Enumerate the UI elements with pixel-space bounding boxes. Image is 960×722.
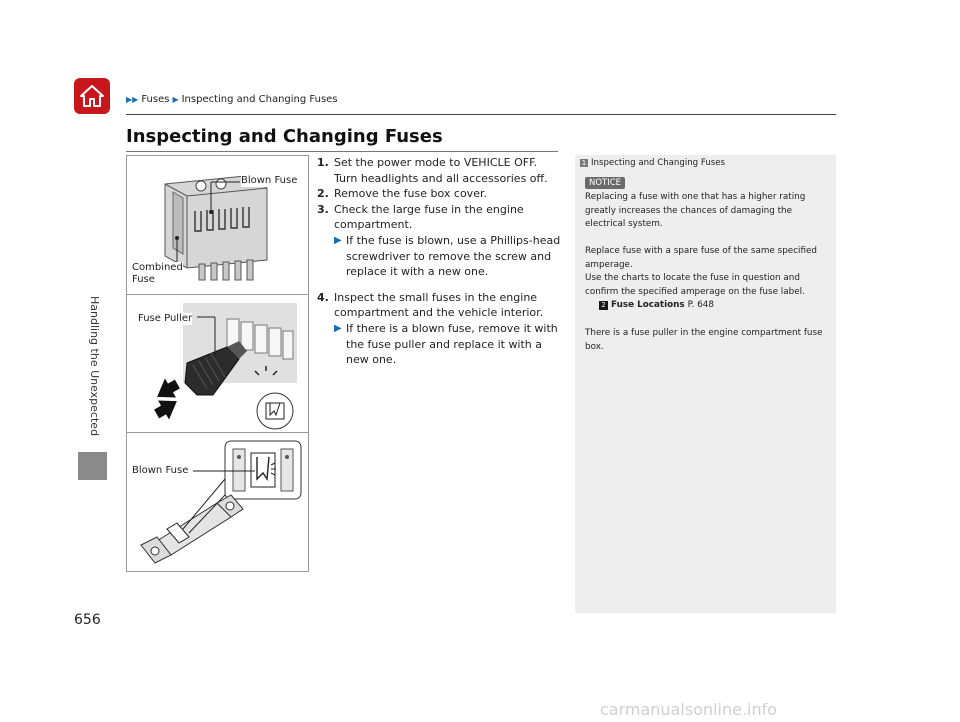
substep-text: If the fuse is blown, use a Phillips-head screwdriver to remove the screw and replace it with a new one. (346, 233, 561, 279)
step-number: 4. (317, 290, 329, 304)
xref-fuse-locations[interactable] (585, 299, 847, 313)
breadcrumb-item-current: Inspecting and Changing Fuses (181, 94, 338, 105)
title-rule (126, 151, 558, 152)
xref-arrow-icon: 2 (599, 301, 608, 310)
page-number: 656 (74, 612, 101, 628)
watermark: carmanualsonline.info (600, 700, 778, 719)
substep-arrow-icon: ▶ (334, 234, 342, 246)
side-tab-label[interactable]: Handling the Unexpected (88, 296, 101, 437)
notes-paragraph-1: Replacing a fuse with one that has a higher rating greatly increases the chances of damaging the electrical system. (585, 192, 806, 230)
step-1 (317, 155, 563, 186)
breadcrumb-arrow-icon: ▶ (172, 95, 179, 104)
substep-arrow-icon: ▶ (334, 322, 342, 334)
step-3 (317, 202, 563, 233)
page-title: Inspecting and Changing Fuses (126, 126, 443, 147)
figure-fuse-box (126, 155, 309, 294)
step-4-substep (317, 321, 563, 368)
notes-header-text: Inspecting and Changing Fuses (591, 158, 726, 168)
reference-book-icon: 1 (581, 159, 587, 167)
breadcrumb-item-fuses[interactable]: Fuses (141, 94, 170, 105)
header-rule (126, 114, 836, 115)
label-blown-fuse-large: Blown Fuse (132, 465, 189, 476)
label-combined: Combined (132, 262, 183, 273)
label-fuse-puller: Fuse Puller (138, 313, 193, 324)
step-text: Remove the fuse box cover. (334, 187, 487, 201)
home-button[interactable] (74, 78, 110, 114)
label-blown-fuse: Blown Fuse (241, 175, 298, 186)
step-2 (317, 186, 563, 202)
xref-label[interactable]: Fuse Locations (611, 300, 685, 310)
instruction-steps (317, 155, 563, 368)
notes-panel (575, 155, 836, 613)
xref-page[interactable]: P. 648 (687, 300, 714, 310)
figure-large-fuse (126, 432, 309, 572)
notes-paragraph-4: There is a fuse puller in the engine compartment fuse box. (585, 328, 823, 352)
step-4 (317, 290, 563, 321)
breadcrumb (126, 94, 338, 105)
notice-badge: NOTICE (585, 177, 625, 189)
notes-paragraph-3: Use the charts to locate the fuse in question and confirm the specified amperage on the fuse label. (585, 273, 805, 297)
substep-text: If there is a blown fuse, remove it with the fuse puller and replace it with a new one. (346, 321, 558, 367)
step-3-substep (317, 233, 563, 280)
label-fuse: Fuse (132, 274, 155, 285)
step-number: 2. (317, 187, 329, 201)
step-text: Set the power mode to VEHICLE OFF. Turn headlights and all accessories off. (334, 156, 548, 185)
side-tab-marker[interactable] (78, 452, 107, 480)
large-fuse-illustration (127, 433, 308, 571)
step-text: Inspect the small fuses in the engine compartment and the vehicle interior. (334, 290, 544, 320)
figure-fuse-puller (126, 294, 309, 432)
notes-paragraph-2: Replace fuse with a spare fuse of the same specified amperage. (585, 246, 818, 270)
home-icon (79, 84, 105, 108)
step-number: 1. (317, 156, 329, 169)
step-number: 3. (317, 202, 329, 216)
breadcrumb-arrow-icon: ▶▶ (126, 95, 139, 104)
notes-header (580, 158, 725, 168)
step-text: Check the large fuse in the engine compartment. (334, 202, 524, 232)
